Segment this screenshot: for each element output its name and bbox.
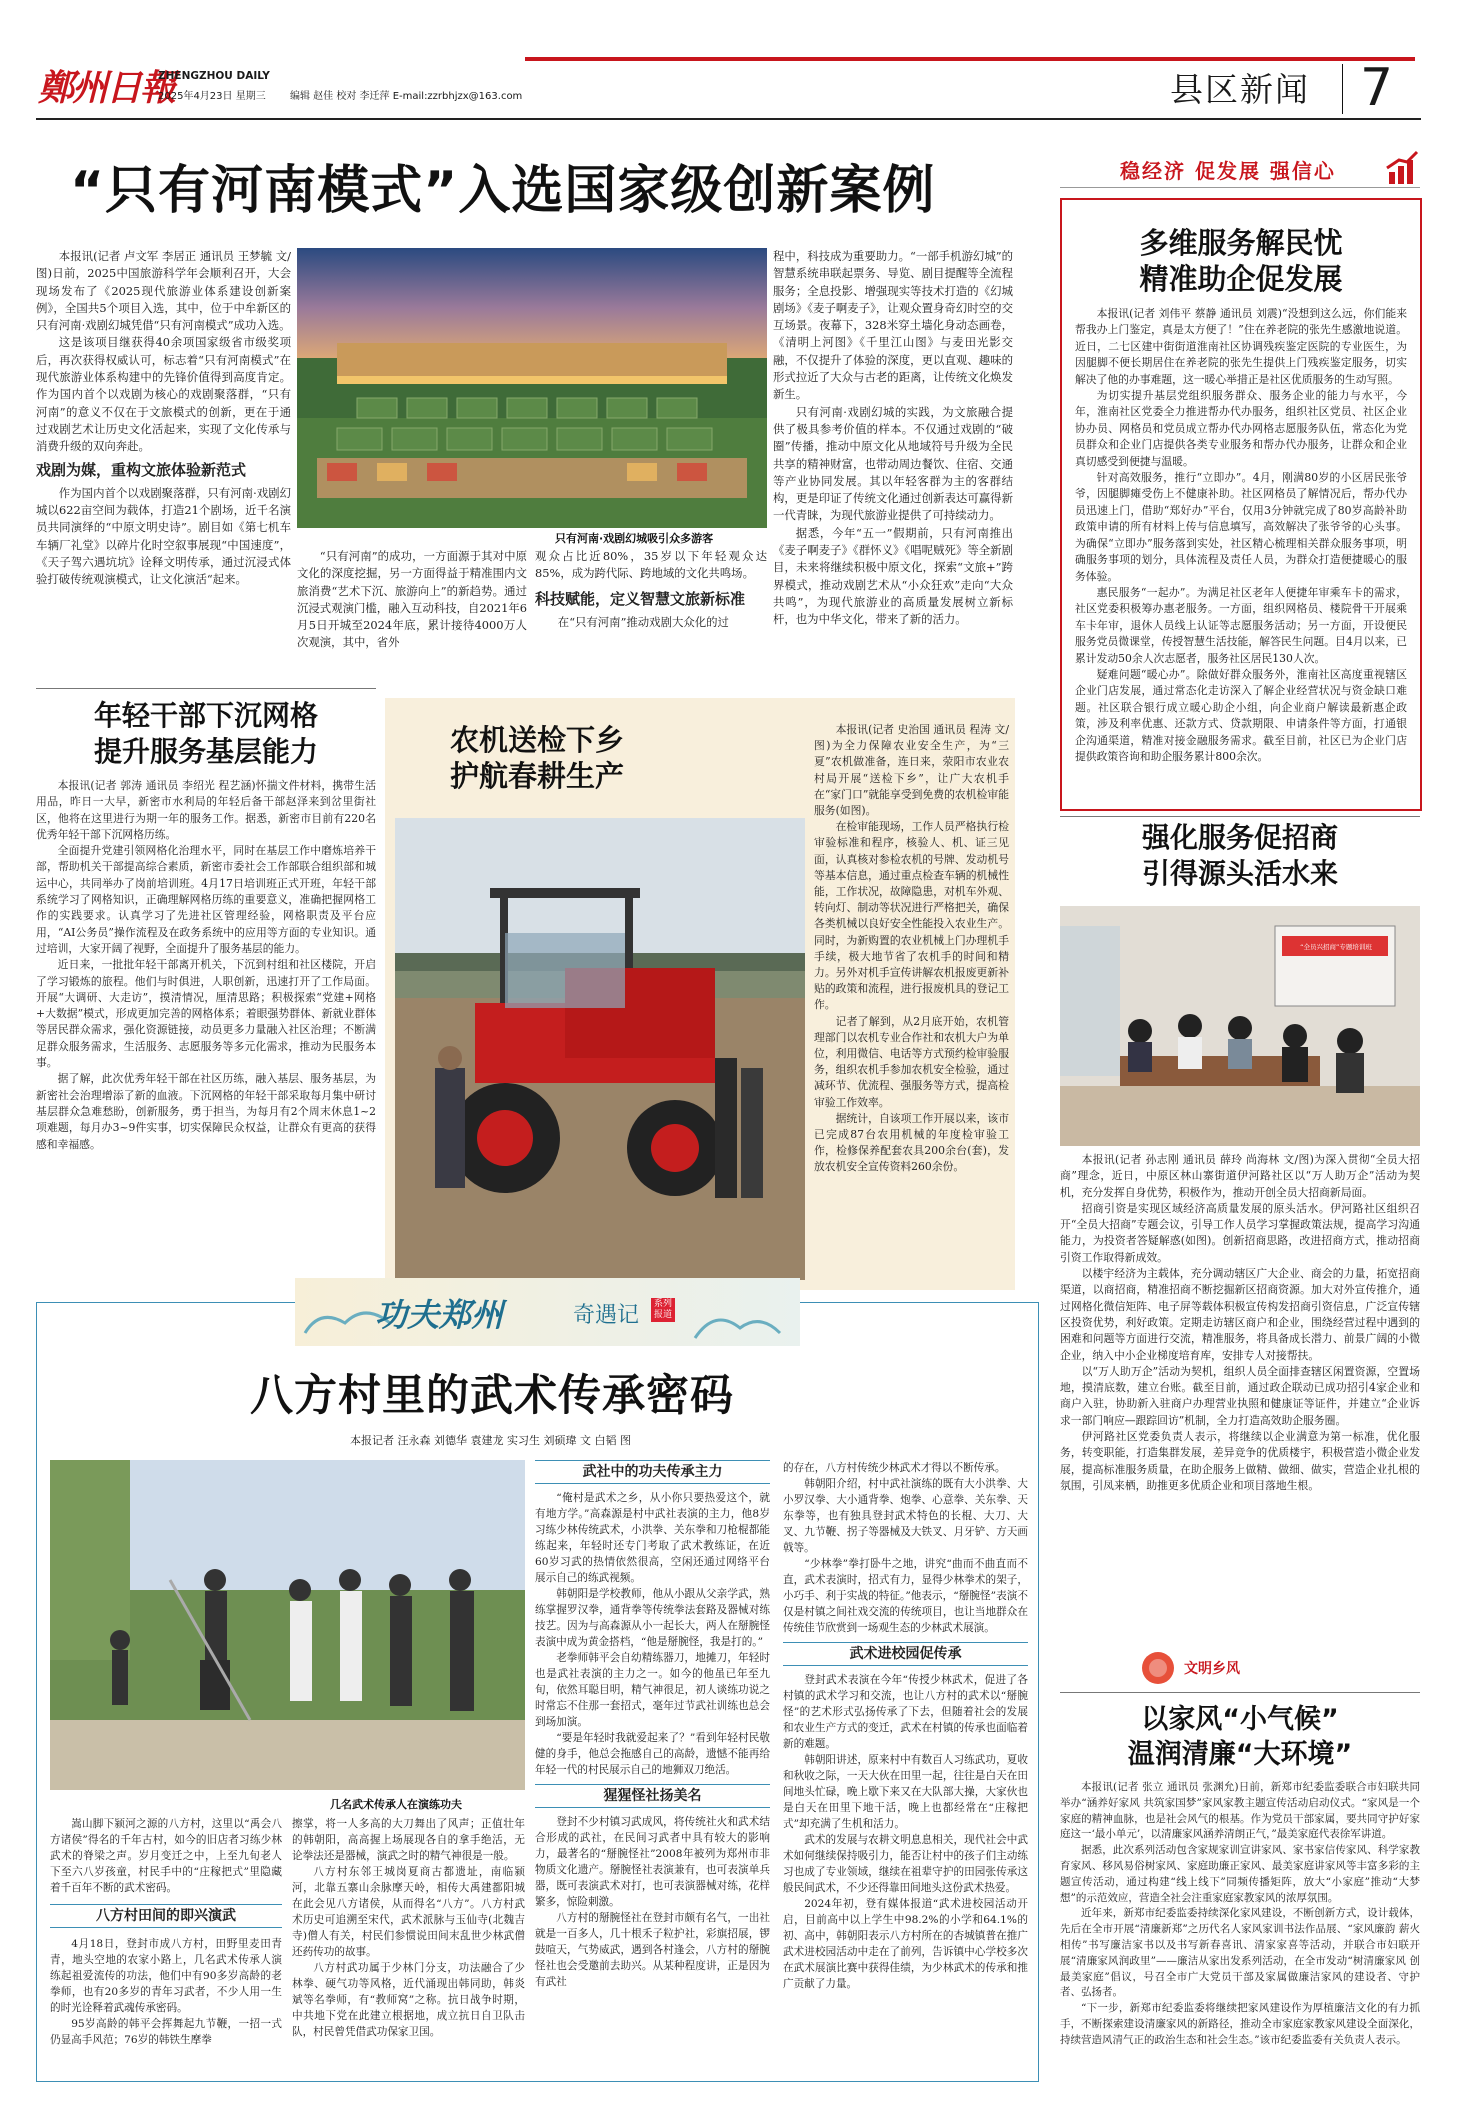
main-paragraph: 程中，科技成为重要助力。“一部手机游幻城”的智慧系统串联起票务、导览、剧目提醒等全流程服务；全息投影、增强现实等技术打造的《幻城剧场》《麦子啊麦子》，让观众置身奇幻时空的交互场景。夜幕下，328米穿土墙化身动态画卷，《清明上河图》《千里江山图》与麦田光影交融，不仅提升了体验的深度，更以直观、趣味的形式拉近了大众与古老的距离，让传统文化焕发新生。 bbox=[773, 249, 1013, 402]
right-bottom-paragraph: 据悉，此次系列活动包含家规家训宣讲家风、家书家信传家风、科学家教育家风、移风易俗树家风、家庭助廉正家风、最美家庭讲家风等丰富多彩的主题宣传活动，通过构建“线上线下”同频传播矩阵，放大“小家庭”推动“大梦想”的示范效应，营造全社会注重家庭家教家风的浓厚氛围。 bbox=[1060, 1844, 1420, 1904]
wushu-series-tag: 系列报道 bbox=[651, 1298, 675, 1322]
growth-arrow-icon bbox=[1385, 150, 1420, 186]
main-paragraph: 据悉，今年“五一”假期前，只有河南推出《麦子啊麦子》《群怀义》《唱呢贼死》等全新剧目，未来将继续积极中原文化，探索“文旅+”跨界模式，推动戏剧艺术从“小众狂欢”走向“大众共鸣”，为现代旅游业的高质量发展树立新标杆，也为中华文化，带来了新的活力。 bbox=[773, 525, 1013, 627]
tractor-lead: 本报讯(记者 史治国 通讯员 程涛 文/图)为全力保障农业安全生产，为“三夏”农机做准备，连日来，荥阳市农业农村局开展“送检下乡”，让广大农机手在“家门口”就能享受到免费的农机检审能服务(如图)。 bbox=[814, 723, 1009, 818]
right-bottom-paragraph: “下一步，新郑市纪委监委将继续把家风建设作为厚植廉洁文化的有力抓手，不断探索建设清廉家风的新路径，推动全市家庭家教家风建设全面深化，持续营造风清气正的政治生态和社会生态。”该市纪委监委有关负责人表示。 bbox=[1060, 2002, 1420, 2046]
masthead-logo: 鄭州日報 bbox=[38, 67, 175, 109]
wushu-photo bbox=[50, 1460, 525, 1790]
headline-line: 提升服务基层能力 bbox=[93, 735, 318, 768]
theater-photo-caption: 只有河南·戏剧幻城吸引众多游客 bbox=[555, 532, 714, 545]
right-top-paragraph: 针对高效服务，推行“立即办”。4月，刚满80岁的小区居民张爷爷，因腿脚瘫受伤上不健康补助。社区网格员了解情况后，帮办代办员迅速上门，借助“郑好办”平台，仅用3分钟就完成了80岁高龄补助政策申请的所有材料上传与信息填写，高效解决了张爷爷的心头事。为确保“立即办”服务落到实处，社区精心梳理相关群众服务事项，明确服务事项的划分，具体流程及责任人员，为群众打造便捷暖心的服务体验。 bbox=[1075, 471, 1407, 583]
headline-line: 护航春耕生产 bbox=[450, 759, 625, 793]
wushu-colA bbox=[50, 1816, 282, 2048]
meeting-photo bbox=[1060, 906, 1420, 1146]
wushu-paragraph: 嵩山脚下颍河之源的八方村，这里以“禹会八方诸侯”得名的千年古村，如今的旧店者习练少林武术的脊梁之声。岁月变迁之中，上至九旬老人下至六八岁孩童，村民手中的“庄稼把式”里隐藏着千百年不断的武术密码。 bbox=[50, 1818, 282, 1894]
banner-underline bbox=[1060, 187, 1420, 188]
main-subheading-2: 科技赋能，定义智慧文旅新标准 bbox=[535, 589, 746, 608]
wushu-paragraph: “少林拳”拳打卧牛之地，讲究“曲而不曲直而不直，武术表演时，招式有力，显得少林拳术的架子，小巧手、利于实战的特征。”他表示，“掰腕怪”表演不仅是村镇之间社戏交流的传统项目，也让当地群众在传统佳节欣赏到一场观生态的少林武术展演。 bbox=[783, 1558, 1028, 1634]
wushu-paragraph: 95岁高龄的韩平会挥舞起九节鞭，一招一式仍显高手风范；76岁的韩铁生摩拳 bbox=[50, 2018, 282, 2046]
wushu-banner bbox=[295, 1278, 800, 1346]
headline-line: 精准助企促发展 bbox=[1139, 262, 1343, 296]
tractor-image bbox=[395, 818, 805, 1280]
tractor-paragraph: 记者了解到，从2月底开始，农机管理部门以农机专业合作社和农机大户为单位，利用微信、电话等方式预约检审验服务，组织农机手参加农机安全检验，通过减环节、优流程、强服务等方式，提高检审验工作效率。 bbox=[814, 1014, 1009, 1109]
main-paragraph: 只有河南·戏剧幻城的实践，为文旅融合提供了极具参考价值的样本。不仅通过戏剧的“破圈”传播，推动中原文化从地域符号升级为全民共享的精神财富，也带动周边餐饮、住宿、交通等产业协同发展。其以年轻客群为主的客群结构，更是印证了传统文化通过创新表达可赢得新一代青睐，为现代旅游业提供了可持续动力。 bbox=[773, 404, 1013, 523]
divider bbox=[36, 688, 376, 689]
right-mid-paragraph: 伊河路社区党委负责人表示，将继续以企业满意为第一标准，优化服务，转变职能，打造集群发展，差异竞争的优质楼宇，积极营造小微企业发展，提高标准服务质量，在助企服务上做精、做细、做实，营造企业扎根的氛围，引凤来栖，助推更多优质企业和项目落地生根。 bbox=[1060, 1430, 1420, 1492]
left-mid-text bbox=[36, 778, 376, 1153]
headline-line: 强化服务促招商 bbox=[1141, 821, 1338, 854]
wushu-paragraph: 登封武术表演在今年“传授少林武术，促进了各村镇的武术学习和交流，也让八方村的武术以“掰腕怪”的艺术形式弘扬传承了下去，但随着社会的发展和农业生产方式的变迁，武术在村镇的传承也面临着新的难题。 bbox=[783, 1674, 1028, 1750]
right-top-paragraph: 为切实提升基层党组织服务群众、服务企业的能力与水平，今年，淮南社区党委全力推进帮办代办服务，组织社区党员、社区企业协办员、网格员和党员成立帮办代办网格志愿服务队伍，常态化为党员群众和企业门店提供各类专业服务和帮办代办服务，让群众和企业真切感受到便捷与温暖。 bbox=[1075, 389, 1407, 468]
left-mid-lead: 本报讯(记者 郭涛 通讯员 李绍光 程艺涵)怀揣文件材料，携带生活用品，昨日一大早，新密市水利局的年轻后备干部赵泽来到岔里街社区，他将在这里进行为期一年的服务工作。据悉，新密市目前有220名优秀年轻干部下沉网格历练。 bbox=[36, 779, 376, 841]
wushu-series-name: 奇遇记 bbox=[573, 1303, 640, 1328]
right-bottom-headline bbox=[1060, 1702, 1420, 1772]
right-mid-paragraph: 以“万人助万企”活动为契机，组织人员全面排查辖区闲置资源，空置场地，摸清底数，建立台账。截至目前，通过政企联动已成功招引4家企业和商户入驻，协助新入驻商户办理营业执照和健康证等证件，并建立“企业诉求一部门响应—跟踪回访”机制，全力打造高效助企服务圈。 bbox=[1060, 1364, 1420, 1427]
banner-text: 稳经济 促发展 强信心 bbox=[1120, 159, 1336, 183]
wushu-colB bbox=[292, 1816, 525, 2040]
wushu-paragraph: 武术的发展与农耕文明息息相关，现代社会中武术如何继续保持吸引力，能否让村中的孩子们主动练习也成了专业领域，继续在祖辈守护的田园张传承这般民间武术，不少还得靠田间地头这份武术热爱。 bbox=[783, 1834, 1028, 1894]
wushu-colD bbox=[783, 1460, 1028, 1992]
civility-tag bbox=[1140, 1650, 1340, 1686]
wushu-paragraph: 八方村东邻王城岗夏商古都遗址，南临颍河，北靠五寨山余脉摩天岭，相传大禹建都阳城在此会见八方诸侯，从而得名“八方”。八方村武术历史可追溯至宋代，武术派脉与玉仙寺(北魏吉寺)僧人有关，村民们参惯说田间末乱世少林武僧还药传功的故事。 bbox=[292, 1866, 525, 1958]
main-lead: 本报讯(记者 卢文军 李居正 通讯员 王梦毓 文/图)日前，2025中国旅游科学年会顺利召开，大会现场发布了《2025现代旅游业体系建设创新案例》，全国共5个项目入选，其中，位于中牟新区的只有河南·戏剧幻城凭借“只有河南模式”成功入选。 bbox=[36, 249, 291, 333]
wushu-paragraph: 的存在，八方村传统少林武术才得以不断传承。 bbox=[783, 1462, 1006, 1474]
header-red-bar bbox=[525, 57, 1415, 61]
masthead bbox=[0, 0, 1457, 120]
right-mid-headline bbox=[1060, 820, 1420, 892]
wushu-colC bbox=[535, 1460, 770, 1990]
main-paragraph: 作为国内首个以戏剧聚落群，只有河南·戏剧幻城以622亩空间为载体，打造21个剧场，近千名演员共同演绎的“中原文明史诗”。剧目如《第七机车车辆厂礼堂》以碎片化时空叙事展现“中国速度”，《天子驾六遇坑坑》诠释文明传承，通过沉浸式体验打破传统观演模式，让文化演活“起来。 bbox=[36, 485, 291, 587]
tractor-text bbox=[814, 722, 1009, 1176]
right-bottom-lead: 本报讯(记者 张立 通讯员 张渊允)日前，新郑市纪委监委联合市妇联共同举办“涵养好家风 共筑家国梦”家风家教主题宣传活动启动仪式。“家风是一个家庭的精神血脉，也是社会风气的根基。作为党员干部家属，要共同守护好家庭这一‘最小单元’，以清廉家风涵养清朗正气，”最美家庭代表徐军讲道。 bbox=[1060, 1781, 1420, 1841]
wushu-brand: 功夫郑州 bbox=[375, 1296, 504, 1334]
wushu-paragraph: 韩朝阳讲述，原来村中有数百人习练武功，夏收和秋收之际，一天大伙在田里一起，往往是白天在田间地头忙碌，晚上歇下来又在大队部大操，大家伙也是白天在田里下地干活，晚上也都经常在“庄稼把式”却充满了生机和活力。 bbox=[783, 1754, 1028, 1830]
right-top-lead: 本报讯(记者 刘伟平 蔡静 通讯员 刘震)“没想到这么远，你们能来帮我办上门鉴定，真是太方便了！”住在养老院的张先生感激地说道。近日，二七区建中街街道淮南社区协调残疾鉴定医院的专业医生，为因腿脚不便长期居住在养老院的张先生提供上门残疾鉴定服务，切实解决了他的办事难题，这一暖心举措正是社区优质服务的生动写照。 bbox=[1075, 307, 1407, 386]
wushu-subheading: 武术进校园促传承 bbox=[783, 1642, 1028, 1666]
masthead-rule bbox=[36, 118, 1421, 120]
page-number-divider bbox=[1342, 64, 1343, 114]
wushu-paragraph: 擦掌，将一人多高的大刀舞出了风声；正值壮年的韩朝阳，高高握上场展现各自的拿手绝活，无论拳法还是器械，演武之时的精气神很是一般。 bbox=[292, 1818, 525, 1862]
tractor-headline bbox=[450, 722, 750, 794]
wushu-paragraph: 4月18日，登封市成八方村，田野里麦田青青，地头空地的农家小路上，几名武术传承人演练起祖爱流传的功法，他们中有90多岁高龄的老拳师，也有20多岁的青年习武者，不少人用一生的时光诠释着武魂传承密码。 bbox=[50, 1938, 282, 2014]
main-paragraph: 这是该项目继获得40余项国家级省市级奖项后，再次获得权威认可，标志着“只有河南模式”在现代旅游业体系构建中的先锋价值得到高度肯定。作为国内首个以戏剧为核心的戏剧聚落群，“只有河南”的意义不仅在于文旅模式的创新，更在于通过戏剧艺术让历史文化活起来，实现了文化传承与消费升级的双向奔赴。 bbox=[36, 335, 291, 454]
headline-line: 以家风“小气候” bbox=[1141, 1704, 1339, 1735]
divider bbox=[1060, 816, 1420, 817]
right-bottom-text bbox=[1060, 1780, 1420, 2049]
main-headline: “只有河南模式”入选国家级创新案例 bbox=[70, 161, 936, 221]
wushu-paragraph: 2024年初，登有媒体报道“武术进校园活动开启，目前高中以上学生中98.2%的小学和64.1%的初、高中，韩朝阳表示八方村所在的杏城镇普在推广武术进校园活动中走在了前列，告诉镇中心学校多次在武术展演比赛中获得佳绩，为少林武术的传承和推广贡献了力量。 bbox=[783, 1898, 1028, 1990]
divider bbox=[1060, 1692, 1420, 1693]
headline-line: 农机送检下乡 bbox=[450, 723, 625, 757]
section-title: 县区新闻 bbox=[1170, 70, 1310, 109]
civility-badge-icon bbox=[1140, 1650, 1176, 1686]
headline-line: 温润清廉“大环境” bbox=[1127, 1739, 1353, 1770]
tractor-photo bbox=[395, 818, 805, 1280]
wushu-subheading: 八方村田间的即兴演武 bbox=[50, 1904, 282, 1928]
wushu-paragraph: “要是年轻时我就爱起来了？”看到年轻村民敬健的身手，他总会拖感自己的高龄，遗憾不能再给年轻一代的村民展示自己的地狮双刀绝活。 bbox=[535, 1732, 770, 1776]
martial-artists-image bbox=[50, 1460, 525, 1790]
tractor-paragraph: 在检审能现场，工作人员严格执行检审验标准和程序，核验人、机、证三见面，认真核对参检农机的号牌、发动机号等基本信息，通过重点检查车辆的机械性能，工作状况，故障隐患，对机车外观、转向灯、制动等状况进行严格把关，确保各类机械以良好安全性能投入农业生产。同时，为新购置的农业机械上门办理机手手续，极大地节省了农机手的时间和精力。另外对机手宣传讲解农机报废更新补贴的政策和流程，进行报废机具的登记工作。 bbox=[814, 820, 1009, 1012]
main-story-below-b bbox=[535, 548, 767, 631]
main-paragraph: 观众占比近80%，35岁以下年轻观众达85%，成为跨代际、跨地域的文化共鸣场。 bbox=[535, 549, 767, 581]
stability-banner bbox=[1060, 150, 1420, 188]
wushu-photo-caption: 几名武术传承人在演练功夫 bbox=[330, 1798, 462, 1811]
theater-aerial-image bbox=[297, 248, 767, 528]
headline-line: 年轻干部下沉网格 bbox=[93, 699, 318, 732]
wushu-paragraph: 韩朝阳是学校教师，他从小跟从父亲学武，熟练掌握罗汉拳，通背拳等传统拳法套路及器械对练技艺。因为与高森源从小一起长大，两人在掰腕怪表演中成为黄金搭档，“他是掰腕怪，我是打的。” bbox=[535, 1588, 770, 1648]
wushu-paragraph: “俺村是武术之乡，从小你只要热爱这个，就有地方学。”高森源是村中武社表演的主力，他8岁习练少林传统武术，小洪拳、关东拳和刀枪棍都能练起来，年轻时还专门考取了武术教练证，在近60岁习武的热情依然很高，空闲还通过网络平台展示自己的练武视频。 bbox=[535, 1492, 770, 1584]
right-mid-paragraph: 招商引资是实现区域经济高质量发展的原头活水。伊河路社区组织召开“全员大招商”专题会议，引导工作人员学习掌握政策法规，提高学习沟通能力，为投资者答疑解惑(如图)。创新招商思路，改进招商方式，推动招商引资工作取得新成效。 bbox=[1060, 1201, 1420, 1264]
headline-line: 引得源头活水来 bbox=[1141, 857, 1338, 890]
civility-tag-text: 文明乡风 bbox=[1184, 1661, 1240, 1677]
right-mid-text bbox=[1060, 1152, 1420, 1494]
wushu-paragraph: 八方村武功属于少林门分支，功法融合了少林拳、硬气功等风格，近代涌现出韩同助，韩炎斌等名拳师，有“教师窝”之称。抗日战争时期，中共地下党在此建立根据地，成立抗日自卫队击队，村民曾凭借武功保家卫国。 bbox=[292, 1962, 525, 2038]
right-mid-paragraph: 以楼宇经济为主载体，充分调动辖区广大企业、商会的力量，拓宽招商渠道，以商招商，精准招商不断挖掘新区招商资源。加大对外宣传推介，通过网格化微信矩阵、电子屏等载体积极宣传构发招商引资信息，广泛宣传辖区投资优势，利好政策。定期走访辖区商户和企业，围绕经营过程中遇到的困难和问题等方面进行交流，精准服务，将具备成长潜力、前景广阔的小微企业，纳入中小企业梯度培育库，安排专人对接帮扶。 bbox=[1060, 1267, 1420, 1362]
right-top-paragraph: 惠民服务“一起办”。为满足社区老年人便捷年审乘车卡的需求，社区党委积极筹办惠老服务。一方面，组织网格员、楼院骨干开展乘车卡年审，退休人员线上认证等志愿服务活动；另一方面，开设便民服务党员微课堂，传授智慧生活技能，解答民生问题。目4月以来，已累计发动50余人次志愿者，服务社区居民130人次。 bbox=[1075, 585, 1407, 665]
editor-line: 编辑 赵佳 校对 李迁萍 E-mail:zzrbhjzx@163.com bbox=[290, 91, 523, 102]
wushu-subheading: 猩猩怪社扬美名 bbox=[535, 1784, 770, 1808]
wushu-paragraph: 登封不少村镇习武成风，将传统社火和武术结合形成的武社，在民间习武者中具有较大的影响力，最著名的“掰腕怪社”2008年被列为郑州市非物质文化遗产。掰腕怪社表演兼有，也可表演单兵器，既可表演武术对打，也可表演器械对练，花样繁多，惊险刺激。 bbox=[535, 1816, 770, 1908]
main-story-below-a bbox=[297, 548, 527, 652]
wushu-byline: 本报记者 汪永森 刘德华 袁建龙 实习生 刘硕瑋 文 白韬 图 bbox=[350, 1434, 631, 1447]
main-story-col4 bbox=[773, 248, 1013, 629]
right-bottom-paragraph: 近年来，新郑市纪委监委持续深化家风建设，不断创新方式，设计载体，先后在全市开展“清廉新郑”之历代名人家风家训书法作品展、“家风廉韵 薪火相传”书写廉洁家书以及书写新春喜讯、清家家喜等活动，并联合市妇联开展“清廉家风润政里”——廉洁从家出发系列活动，在全市发动“树清廉家风 创最美家庭”倡议，号召全市广大党员干部及家属做廉洁家风的建设者、守护者、弘扬者。 bbox=[1060, 1907, 1420, 1999]
left-mid-headline bbox=[36, 698, 376, 770]
left-mid-paragraph: 全面提升党建引领网格化治理水平，同时在基层工作中磨炼培养干部，帮助机关干部提高综合素质，新密市委社会工作部联合组织部和城运中心，共同举办了岗前培训班。4月17日培训班正式开班，年轻干部系统学习了网格知识，正确理解网格历练的重要意义，准确把握网格工作的实践要求。认真学习了先进社区管理经验，网格职责及平台应用，“AI公务员”操作流程及在政务系统中的应用等方面的专业知识。通过培训，大家开阔了视野，全面提升了服务基层的能力。 bbox=[36, 844, 376, 955]
main-story-col1 bbox=[36, 248, 291, 589]
wushu-paragraph: 八方村的掰腕怪社在登封市颇有名气，一出社就是一百多人，几十根禾子粒护社，彩旗招展，锣鼓喧天，气势威武，遇到各村逢会，八方村的掰腕怪社也会受邀前去助兴。从某种程度讲，正是因为有武社 bbox=[535, 1912, 770, 1988]
main-paragraph: 在“只有河南”推动戏剧大众化的过 bbox=[557, 614, 729, 629]
issue-date: 2025年4月23日 星期三 bbox=[158, 91, 266, 102]
page-number: 7 bbox=[1360, 58, 1394, 118]
main-subheading-1: 戏剧为媒，重构文旅体验新范式 bbox=[36, 460, 247, 479]
paper-en-name: ZHENGZHOU DAILY bbox=[158, 70, 270, 82]
right-top-text bbox=[1075, 306, 1407, 765]
cloud-decoration-icon bbox=[295, 1278, 800, 1346]
left-mid-paragraph: 近日来，一批批年轻干部离开机关，下沉到村组和社区楼院，开启了学习锻炼的旅程。他们与时俱进，人职创新，迅速打开了工作局面。开展“大调研、大走访”，摸清情况，厘清思路；积极探索“党建+网格+大数据”模式，形成更加完善的网格体系；着眼强势群体、新就业群体等居民群众需求，强化资源链接，动员更多力量融入社区治理；不断满足群众服务需求，生活服务、志愿服务等多元化需求，推动为民服务本事。 bbox=[36, 958, 376, 1070]
wushu-paragraph: 韩朝阳介绍，村中武社演练的既有大小洪拳、大小罗汉拳、大小通背拳、炮拳、心意拳、关东拳、天东拳等，也有独具登封武术特色的长棍、大刀、大叉、九节鞭、拐子等器械及大铁叉、月牙铲、方天画戟等。 bbox=[783, 1478, 1028, 1554]
meeting-screen-text: “全员兴招商”专题培训班 bbox=[1300, 943, 1372, 951]
main-paragraph: “只有河南”的成功，一方面源于其对中原文化的深度挖掘，另一方面得益于精准围内文旅消费“艺术下沉、旅游向上”的新趋势。通过沉浸式观演门槛，融入互动科技，自2021年6月5日开城至2024年底，累计接待4000万人次观演，其中，省外 bbox=[297, 549, 527, 650]
left-mid-paragraph: 据了解，此次优秀年轻干部在社区历练，融入基层、服务基层，为新密社会治理增添了新的血液。下沉网格的年轻干部采取每月集中研讨基层群众急难愁盼，创新服务，勇于担当，为每月有2个周末休息1~2项难题，每月办3~9件实事，切实保障民众权益，让群众有更高的获得感和幸福感。 bbox=[36, 1072, 376, 1151]
theater-photo bbox=[297, 248, 767, 528]
wushu-subheading: 武社中的功夫传承主力 bbox=[535, 1460, 770, 1484]
headline-line: 多维服务解民忧 bbox=[1139, 226, 1343, 260]
wushu-paragraph: 老拳师韩平会自幼精练器刀，地摊刀，年轻时也是武社表演的主力之一。如今的他虽已年至九旬，依然耳聪目明，精气神很足，初人谈练功说之时常忘不住那一套招式，毫年过节武社训练也总会到场加演。 bbox=[535, 1652, 770, 1728]
right-top-paragraph: 疑难问题“暖心办”。除做好群众服务外，淮南社区高度重视辖区企业门店发展，通过常态化走访深入了解企业经营状况与资金缺口难题。社区联合银行成立暖心助企小组，向企业商户解读最新惠企政策，涉及利率优惠、还款方式、贷款期限、申请条件等方面，打通银企沟通渠道，精准对接金融服务需求。截至目前，社区已为企业门店提供政策咨询和助企服务累计800余次。 bbox=[1075, 667, 1407, 763]
right-mid-lead: 本报讯(记者 孙志刚 通讯员 薛玲 尚海林 文/图)为深入贯彻“全员大招商”理念，近日，中原区林山寨街道伊河路社区以“万人助万企”活动为契机，充分发挥自身优势，积极作为，推动开创全员大招商新局面。 bbox=[1060, 1153, 1420, 1199]
right-top-headline bbox=[1075, 225, 1407, 297]
wushu-headline: 八方村里的武术传承密码 bbox=[250, 1371, 734, 1421]
tractor-paragraph: 据统计，自该项工作开展以来，该市已完成87台农用机械的年度检审验工作，检修保养配套农具200余台(套)，发放农机安全宣传资料260余份。 bbox=[814, 1111, 1009, 1174]
